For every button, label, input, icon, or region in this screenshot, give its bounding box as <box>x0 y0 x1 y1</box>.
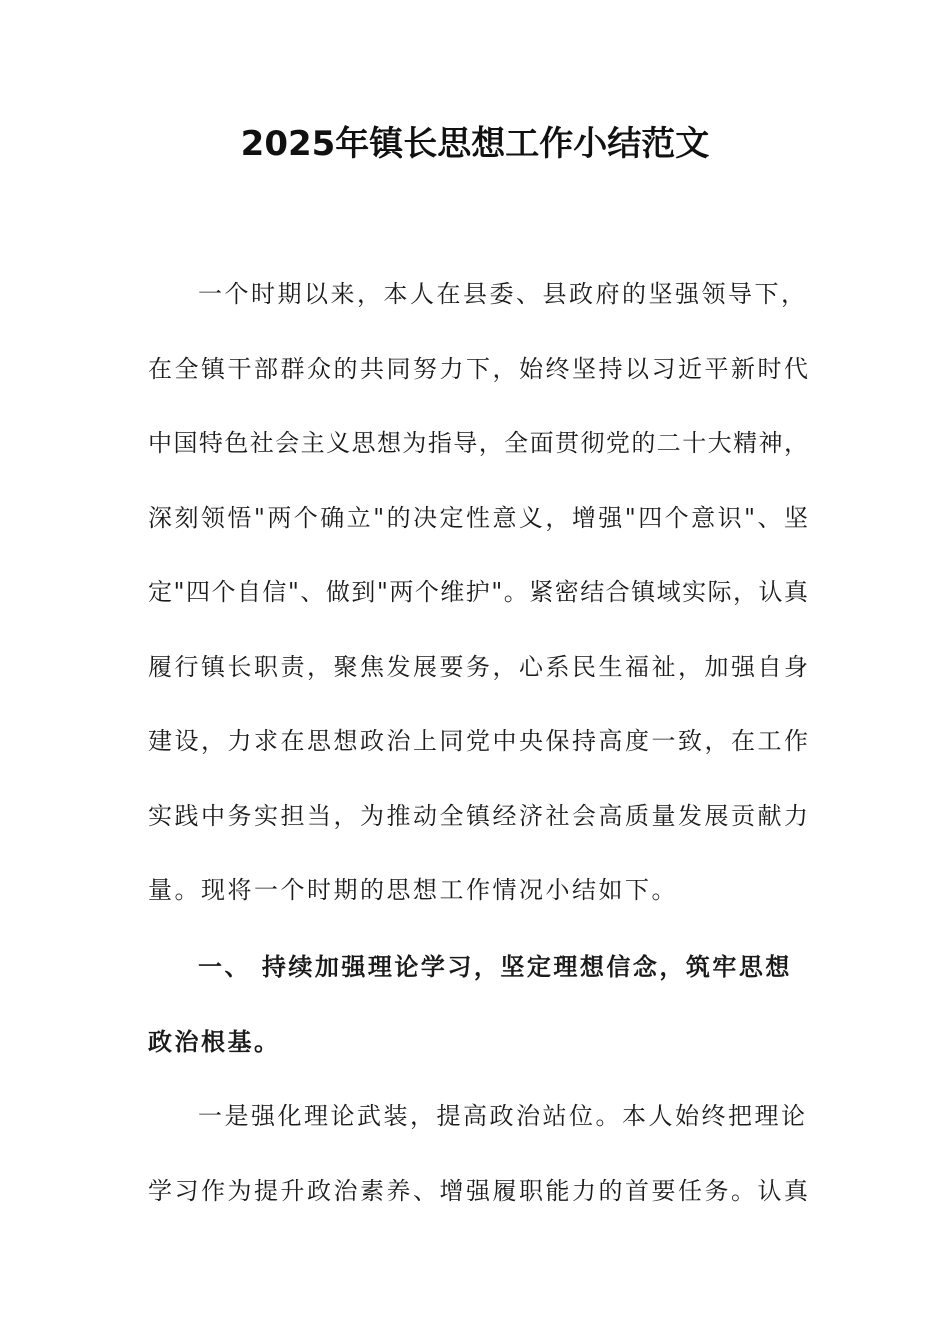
paragraph-line: 量。现将一个时期的思想工作情况小结如下。 <box>148 876 678 904</box>
paragraph-line: 中国特色社会主义思想为指导，全面贯彻党的二十大精神， <box>148 429 808 457</box>
section-one <box>148 930 808 1228</box>
paragraph-line: 建设，力求在思想政治上同党中央保持高度一致，在工作 <box>148 727 808 755</box>
intro-paragraph <box>148 257 808 928</box>
paragraph-line: 深刻领悟"两个确立"的决定性意义，增强"四个意识"、坚 <box>148 503 808 532</box>
paragraph-line: 定"四个自信"、做到"两个维护"。紧密结合镇域实际，认真 <box>148 578 808 606</box>
paragraph-line: 一个时期以来，本人在县委、县政府的坚强领导下， <box>198 280 808 308</box>
paragraph-line: 在全镇干部群众的共同努力下，始终坚持以习近平新时代 <box>148 354 808 383</box>
paragraph-line: 一是强化理论武装，提高政治站位。本人始终把理论 <box>198 1102 808 1130</box>
section-heading-line: 一、 持续加强理论学习，坚定理想信念，筑牢思想 <box>198 953 792 981</box>
document-title: 2025年镇长思想工作小结范文 <box>240 124 710 164</box>
paragraph-line: 履行镇长职责，聚焦发展要务，心系民生福祉，加强自身 <box>148 652 808 681</box>
paragraph-line: 学习作为提升政治素养、增强履职能力的首要任务。认真 <box>148 1176 808 1205</box>
paragraph-line: 实践中务实担当，为推动全镇经济社会高质量发展贡献力 <box>148 801 808 830</box>
section-heading-line: 政治根基。 <box>148 1027 281 1056</box>
